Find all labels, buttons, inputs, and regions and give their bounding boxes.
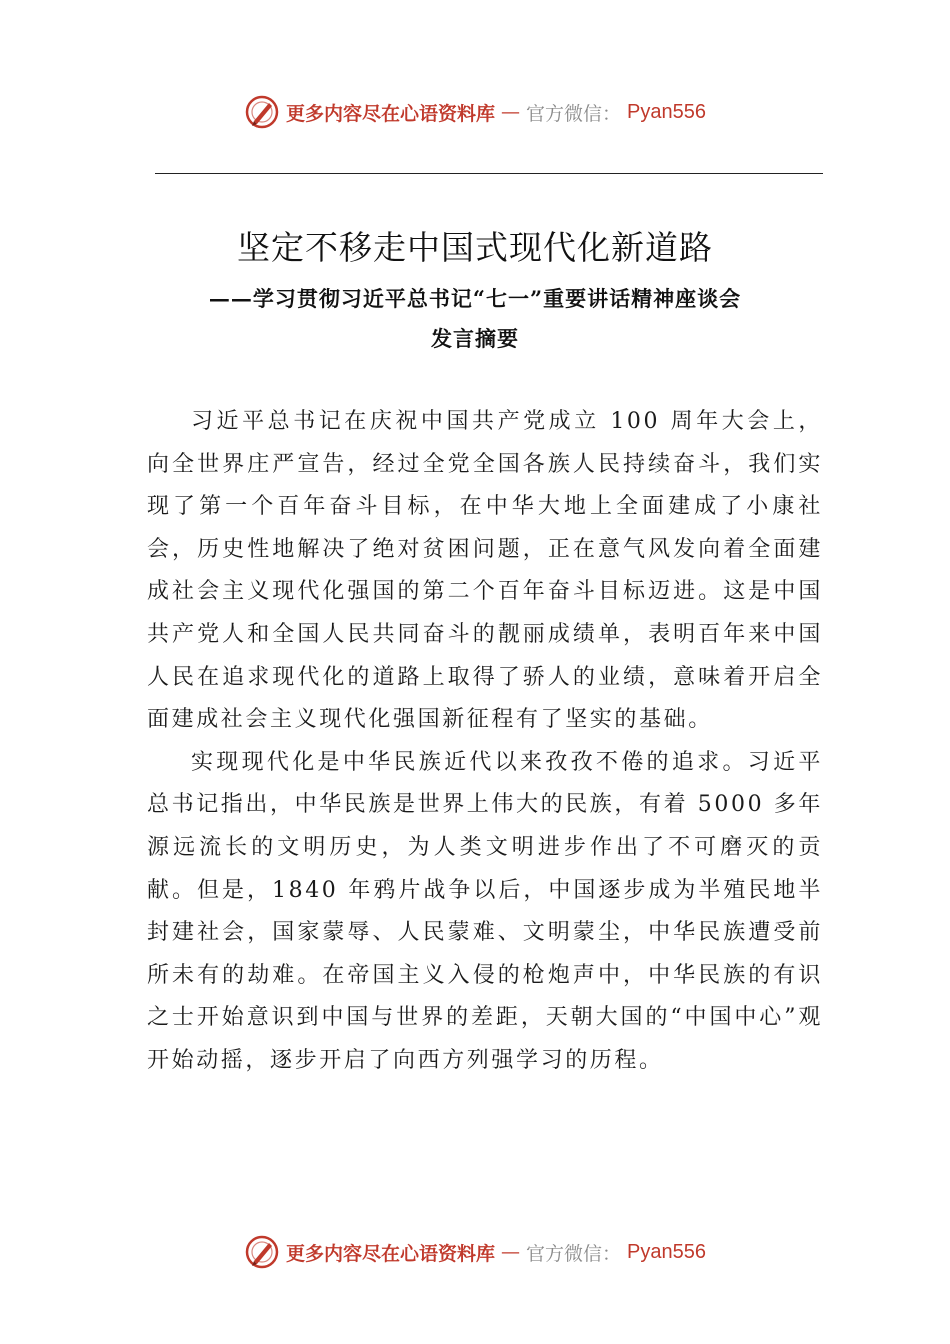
document-subtitle-line1: ——学习贯彻习近平总书记“七一”重要讲话精神座谈会	[208, 286, 742, 311]
document-body	[147, 401, 823, 1083]
body-paragraph: 习近平总书记在庆祝中国共产党成立 100 周年大会上，向全世界庄严宣告，经过全党全国各族人民持续奋斗，我们实现了第一个百年奋斗目标，在中华大地上全面建成了小康社会，历史性地解决了绝对贫困问题，正在意气风发向着全面建成社会主义现代化强国的第二个百年奋斗目标迈进。这是中国共产党人和全国人民共同奋斗的靓丽成绩单，表明百年来中国人民在追求现代化的道路上取得了骄人的业绩，意味着开启全面建成社会主义现代化强国新征程有了坚实的基础。	[147, 409, 823, 733]
body-paragraph: 实现现代化是中华民族近代以来孜孜不倦的追求。习近平总书记指出，中华民族是世界上伟大的民族，有着 5000 多年源远流长的文明历史，为人类文明进步作出了不可磨灭的贡献。但是，1840 年鸦片战争以后，中国逐步成为半殖民地半封建社会，国家蒙辱、人民蒙难、文明蒙尘，中华民族遭受前所未有的劫难。在帝国主义入侵的枪炮声中，中华民族的有识之士开始意识到中国与世界的差距，天朝大国的“中国中心”观开始动摇，逐步开启了向西方列强学习的历程。	[147, 749, 823, 1073]
header-divider	[155, 173, 823, 174]
footer-banner	[0, 1234, 950, 1270]
pen-logo-icon	[244, 1234, 280, 1270]
brand-text: 更多内容尽在心语资料库	[286, 102, 496, 125]
banner-separator: —	[501, 101, 521, 123]
header-banner	[0, 94, 950, 130]
pen-logo-icon	[244, 94, 280, 130]
banner-separator: —	[501, 1241, 521, 1263]
channel-id: Pyan556	[627, 1240, 706, 1263]
document-subtitle-line2: 发言摘要	[431, 326, 519, 351]
channel-label: 官方微信：	[526, 102, 622, 125]
brand-text: 更多内容尽在心语资料库	[286, 1242, 496, 1265]
document-title: 坚定不移走中国式现代化新道路	[237, 228, 713, 267]
channel-id: Pyan556	[627, 100, 706, 123]
channel-label: 官方微信：	[526, 1242, 622, 1265]
